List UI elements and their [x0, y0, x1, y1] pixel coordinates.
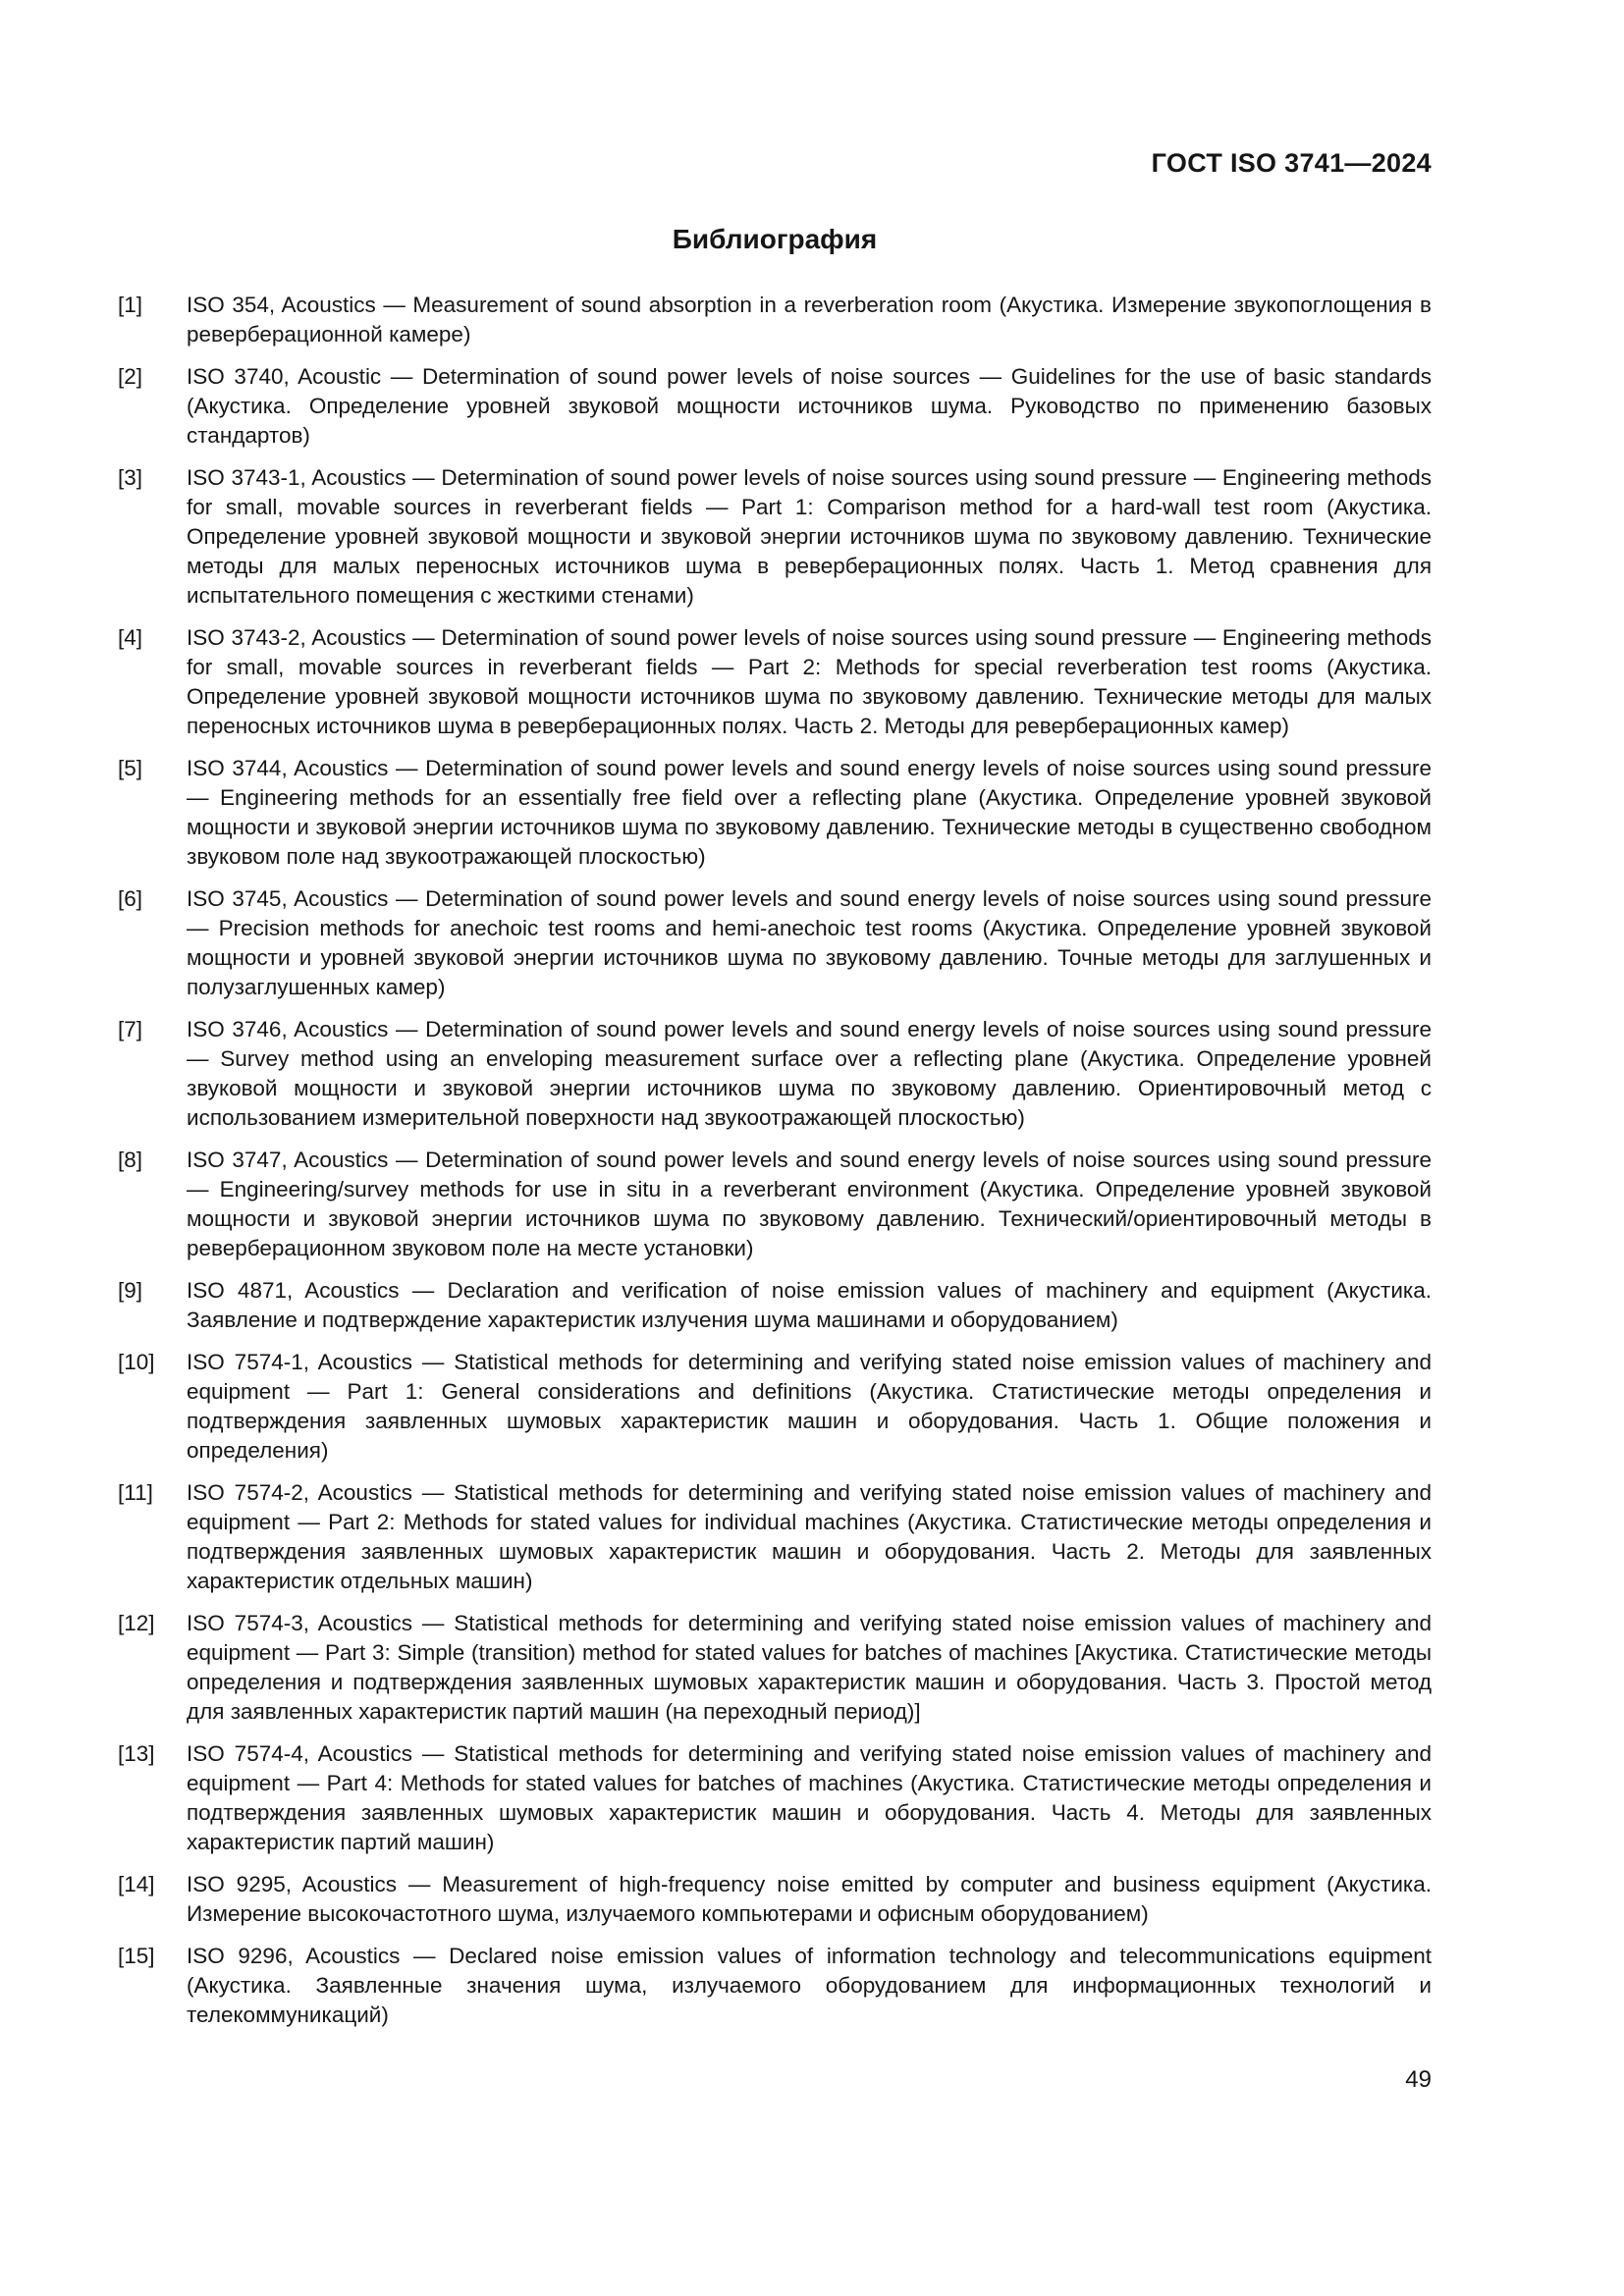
bibliography-entry [118, 291, 1432, 349]
bibliography-entry [118, 1942, 1432, 2030]
entry-text: ISO 3743-2, Acoustics — Determination of sound power levels of noise sources using sound pressure — Engineering methods for small, movable sources in reverberant fields — Part 2: Methods for special reverberation test rooms (Акустика. Определение уровней звуковой мощности источников шума по звуковому давлению. Технические методы для малых переносных источников шума в реверберационных полях. Часть 2. Методы для реверберационных камер) [187, 625, 1432, 738]
bibliography-entry [118, 623, 1432, 741]
entry-number: [5] [118, 756, 143, 780]
standard-designation: ГОСТ ISO 3741—2024 [1151, 148, 1432, 178]
entry-number: [12] [118, 1611, 155, 1635]
entry-text: ISO 7574-1, Acoustics — Statistical methods for determining and verifying stated noise emission values of machinery and equipment — Part 1: General considerations and definitions (Акустика. Статистические методы определения и подтверждения заявленных шумовых характеристик машин и оборудования. Часть 1. Общие положения и определения) [187, 1350, 1432, 1463]
entry-text: ISO 3746, Acoustics — Determination of sound power levels and sound energy levels of noise sources using sound pressure — Survey method using an enveloping measurement surface over a reflecting plane (Акустика. Определение уровней звуковой мощности и звуковой энергии источников шума по звуковому давлению. Ориентировочный метод с использованием измерительной поверхности над звукоотражающей плоскостью) [187, 1017, 1432, 1130]
entry-number: [9] [118, 1278, 143, 1303]
entry-number: [14] [118, 1872, 155, 1896]
bibliography-entry [118, 1870, 1432, 1929]
entry-number: [13] [118, 1741, 155, 1766]
entry-number: [15] [118, 1944, 155, 1968]
entry-number: [7] [118, 1017, 143, 1041]
bibliography-entry [118, 1146, 1432, 1263]
bibliography-entry [118, 1478, 1432, 1596]
entry-text: ISO 3745, Acoustics — Determination of sound power levels and sound energy levels of noise sources using sound pressure — Precision methods for anechoic test rooms and hemi-anechoic test rooms (Акустика. Определение уровней звуковой мощности и уровней звуковой энергии источников шума по звуковому давлению. Точные методы для заглушенных и полузаглушенных камер) [187, 886, 1432, 999]
entry-number: [10] [118, 1350, 155, 1374]
entry-number: [8] [118, 1148, 143, 1172]
bibliography-entry [118, 1276, 1432, 1335]
entry-text: ISO 7574-3, Acoustics — Statistical methods for determining and verifying stated noise emission values of machinery and equipment — Part 3: Simple (transition) method for stated values for batches of machines [Акустика. Статистические методы определения и подтверждения заявленных шумовых характеристик машин и оборудования. Часть 3. Простой метод для заявленных характеристик партий машин (на переходный период)] [187, 1611, 1432, 1724]
bibliography-entry [118, 362, 1432, 451]
entry-number: [3] [118, 465, 143, 490]
bibliography-entry [118, 1348, 1432, 1466]
bibliography-entry [118, 1739, 1432, 1857]
running-footer [118, 2066, 1432, 2094]
bibliography-list [118, 291, 1432, 2043]
entry-number: [11] [118, 1480, 153, 1505]
page-number: 49 [1405, 2066, 1432, 2093]
bibliography-entry [118, 884, 1432, 1002]
entry-text: ISO 9296, Acoustics — Declared noise emission values of information technology and telecommunications equipment (Акустика. Заявленные значения шума, излучаемого оборудованием для информационных технологий и телекоммуникаций) [187, 1944, 1432, 2027]
bibliography-entry [118, 1609, 1432, 1727]
bibliography-entry [118, 754, 1432, 872]
entry-number: [1] [118, 293, 143, 317]
entry-text: ISO 354, Acoustics — Measurement of sound absorption in a reverberation room (Акустика. Измерение звукопоглощения в реверберационной камере) [187, 293, 1432, 347]
entry-text: ISO 3743-1, Acoustics — Determination of sound power levels of noise sources using sound pressure — Engineering methods for small, movable sources in reverberant fields — Part 1: Comparison method for a hard-wall test room (Акустика. Определение уровней звуковой мощности и звуковой энергии источников шума по звуковому давлению. Технические методы для малых переносных источников шума в реверберационных полях. Часть 1. Метод сравнения для испытательного помещения с жесткими стенами) [187, 465, 1432, 608]
entry-number: [4] [118, 625, 143, 650]
entry-text: ISO 7574-4, Acoustics — Statistical methods for determining and verifying stated noise emission values of machinery and equipment — Part 4: Methods for stated values for batches of machines (Акустика. Статистические методы определения и подтверждения заявленных шумовых характеристик машин и оборудования. Часть 4. Методы для заявленных характеристик партий машин) [187, 1741, 1432, 1854]
bibliography-entry [118, 463, 1432, 611]
entry-number: [2] [118, 364, 143, 389]
entry-text: ISO 9295, Acoustics — Measurement of high-frequency noise emitted by computer and business equipment (Акустика. Измерение высокочастотного шума, излучаемого компьютерами и офисным оборудованием) [187, 1872, 1432, 1926]
entry-text: ISO 7574-2, Acoustics — Statistical methods for determining and verifying stated noise emission values of machinery and equipment — Part 2: Methods for stated values for individual machines (Акустика. Статистические методы определения и подтверждения заявленных шумовых характеристик машин и оборудования. Часть 2. Методы для заявленных характеристик отдельных машин) [187, 1480, 1432, 1593]
bibliography-entry [118, 1015, 1432, 1133]
entry-text: ISO 3740, Acoustic — Determination of sound power levels of noise sources — Guidelines for the use of basic standards (Акустика. Определение уровней звуковой мощности источников шума. Руководство по применению базовых стандартов) [187, 364, 1432, 448]
entry-text: ISO 3744, Acoustics — Determination of sound power levels and sound energy levels of noise sources using sound pressure — Engineering methods for an essentially free field over a reflecting plane (Акустика. Определение уровней звуковой мощности и звуковой энергии источников шума по звуковому давлению. Технические методы в существенно свободном звуковом поле над звукоотражающей плоскостью) [187, 756, 1432, 869]
page-title: Библиография [672, 224, 878, 254]
running-header [118, 148, 1432, 179]
entry-number: [6] [118, 886, 143, 911]
entry-text: ISO 3747, Acoustics — Determination of sound power levels and sound energy levels of noise sources using sound pressure — Engineering/survey methods for use in situ in a reverberant environment (Акустика. Определение уровней звуковой мощности и звуковой энергии источников шума по звуковому давлению. Технический/ориентировочный методы в реверберационном звуковом поле на месте установки) [187, 1148, 1432, 1260]
entry-text: ISO 4871, Acoustics — Declaration and verification of noise emission values of machinery and equipment (Акустика. Заявление и подтверждение характеристик излучения шума машинами и оборудованием) [187, 1278, 1432, 1332]
